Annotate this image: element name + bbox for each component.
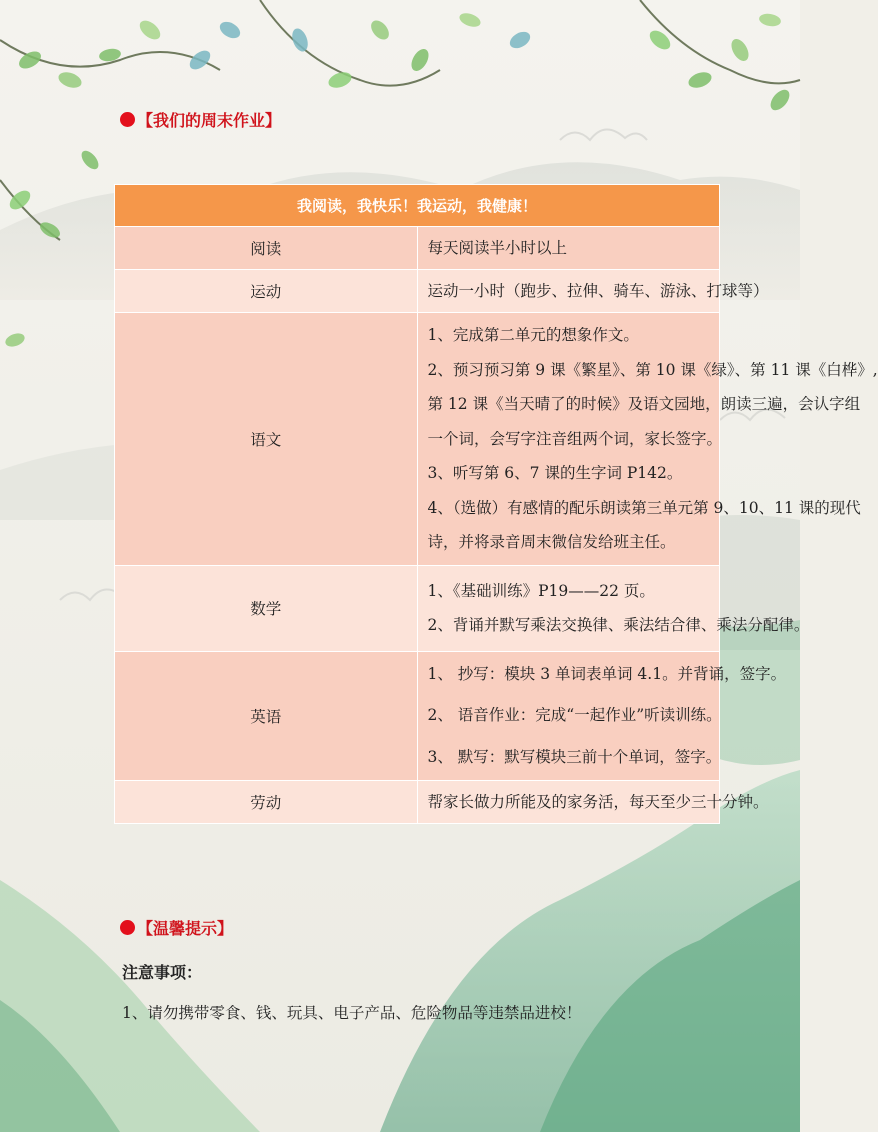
table-row-reading	[115, 227, 720, 270]
task-line: 3、听写第 6、7 课的生字词 P142。	[427, 464, 683, 482]
task-cell	[417, 781, 769, 824]
table-row-labor	[115, 781, 720, 824]
task-line: 1、完成第二单元的想象作文。	[427, 326, 639, 344]
subject-cell: 英语	[115, 651, 418, 781]
task-line: 4、（选做）有感情的配乐朗读第三单元第 9、10、11 课的现代	[427, 498, 861, 517]
subject-cell: 数学	[115, 565, 418, 651]
table-row-sports	[115, 270, 720, 313]
task-line: 1、《基础训练》P19——22 页。	[427, 581, 655, 600]
table-title: 我阅读，我快乐！我运动，我健康！	[115, 185, 720, 227]
subject-cell: 语文	[115, 313, 418, 566]
task-cell	[417, 270, 769, 313]
table-title-row	[115, 185, 720, 227]
task-line: 2、 语音作业：完成“一起作业”听读训练。	[427, 706, 722, 724]
task-line: 帮家长做力所能及的家务活，每天至少三十分钟。	[427, 793, 769, 811]
task-line: 一个词，会写字注音组两个词，家长签字。	[427, 429, 723, 448]
subject-cell: 运动	[115, 270, 418, 313]
tips-heading	[120, 916, 233, 939]
task-line: 1、 抄写：模块 3 单词表单词 4.1。并背诵，签字。	[427, 664, 787, 683]
task-cell	[417, 565, 810, 651]
task-line: 诗，并将录音周末微信发给班主任。	[427, 533, 676, 551]
red-dot-icon	[120, 920, 135, 935]
red-dot-icon	[120, 112, 135, 127]
table-row-chinese	[115, 313, 720, 566]
task-line: 3、 默写：默写模块三前十个单词，签字。	[427, 747, 722, 766]
tips-label: 注意事项：	[122, 963, 203, 982]
task-line: 第 12 课《当天晴了的时候》及语文园地，朗读三遍，会认字组	[427, 395, 861, 413]
homework-heading	[120, 108, 281, 131]
table-row-math	[115, 565, 720, 651]
table-row-english	[115, 651, 720, 781]
homework-table	[114, 184, 878, 824]
task-line: 2、背诵并默写乘法交换律、乘法结合律、乘法分配律。	[427, 616, 810, 634]
task-cell	[417, 313, 878, 566]
task-line: 2、预习预习第 9 课《繁星》、第 10 课《绿》、第 11 课《白桦》,	[427, 360, 878, 379]
task-line: 运动一小时（跑步、拉伸、骑车、游泳、打球等）	[427, 282, 769, 300]
task-cell	[417, 651, 787, 781]
tips-item: 1、请勿携带零食、钱、玩具、电子产品、危险物品等违禁品进校！	[122, 1004, 582, 1022]
tips-heading-text: 【温馨提示】	[137, 919, 234, 938]
task-line: 每天阅读半小时以上	[427, 239, 568, 257]
task-cell	[417, 227, 720, 270]
subject-cell: 劳动	[115, 781, 418, 824]
homework-heading-text: 【我们的周末作业】	[137, 111, 282, 130]
subject-cell: 阅读	[115, 227, 418, 270]
